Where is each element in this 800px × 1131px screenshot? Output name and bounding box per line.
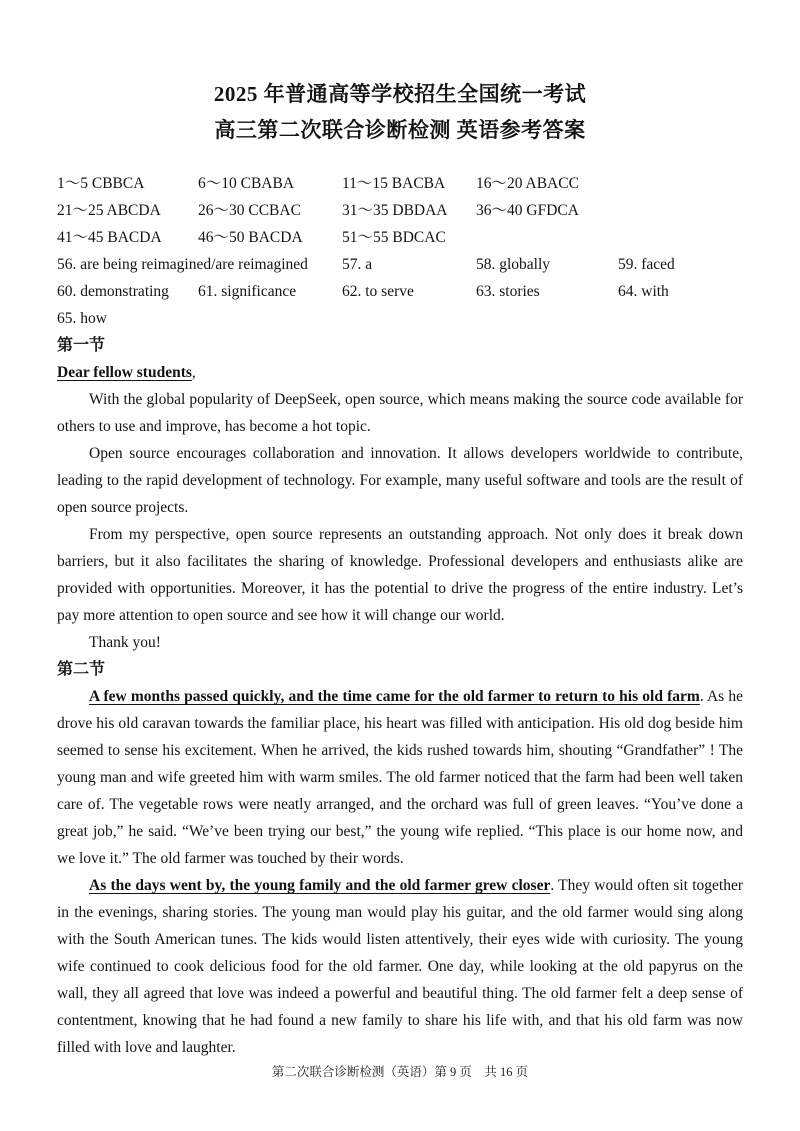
section-two-continuation: [57, 656, 743, 1061]
answer-cell: 62. to serve: [342, 283, 414, 300]
answer-cell: 41～45 BACDA: [57, 229, 162, 246]
answer-cell: 26～30 CCBAC: [198, 202, 301, 219]
answer-cell: 51～55 BDCAC: [342, 229, 446, 246]
answer-key-grid: [57, 170, 743, 332]
story-paragraph: [57, 872, 743, 1061]
answer-cell: 31～35 DBDAA: [342, 202, 448, 219]
answer-row: [57, 278, 743, 305]
section-two-heading: 第二节: [57, 661, 106, 678]
answer-cell: 57. a: [342, 256, 373, 273]
answer-row: [57, 197, 743, 224]
answer-cell: 58. globally: [476, 256, 551, 273]
answer-cell: 60. demonstrating: [57, 283, 169, 300]
salutation-comma: ,: [191, 364, 196, 381]
paragraph-text: . They would often sit together in the evenings, sharing stories. The young man would play his guitar, and the old farmer would sing along with the South American tunes. The kids would listen attentively, their eyes wide with curiosity. The young wife continued to cook delicious food for the old farmer. One day, while looking at the old papyrus on the wall, they all agreed that love was indeed a powerful and beautiful thing. The old farmer felt a deep sense of contentment, knowing that he had found a new family to share his life with, and that his old farm was now filled with love and laughter.: [57, 877, 743, 1056]
answer-cell: 6～10 CBABA: [198, 175, 295, 192]
letter-paragraph: With the global popularity of DeepSeek, open source, which means making the source code available for others to use and improve, has become a hot topic.: [57, 391, 743, 435]
section-one-writing: [57, 332, 743, 656]
answer-cell: 63. stories: [476, 283, 540, 300]
answer-cell: 59. faced: [618, 256, 675, 273]
answer-row: [57, 251, 743, 278]
page-footer: 第二次联合诊断检测（英语）第 9 页 共 16 页: [271, 1065, 529, 1079]
letter-paragraph: Open source encourages collaboration and innovation. It allows developers worldwide to contribute, leading to the rapid development of technology. For example, many useful software and tools are the result of open source projects.: [57, 445, 743, 516]
doc-title-line2: 高三第二次联合诊断检测 英语参考答案: [214, 118, 586, 142]
section-one-heading: 第一节: [57, 337, 106, 354]
answer-cell: 56. are being reimagined/are reimagined: [57, 256, 308, 273]
answer-cell: 61. significance: [198, 283, 297, 300]
answer-row: [57, 305, 743, 332]
lead-sentence: A few months passed quickly, and the time came for the old farmer to return to his old farm: [89, 688, 700, 705]
answer-cell: 64. with: [618, 283, 669, 300]
letter-salutation: [57, 359, 743, 386]
lead-sentence: As the days went by, the young family and the old farmer grew closer: [89, 877, 551, 894]
letter-closing: Thank you!: [89, 634, 161, 651]
letter-paragraph: From my perspective, open source represents an outstanding approach. Not only does it break down barriers, but it also facilitates the sharing of knowledge. Professional developers and enthusiasts alike are provided with opportunities. Moreover, it has the potential to drive the progress of the entire industry. Let’s pay more attention to open source and see how it will change our world.: [57, 526, 743, 624]
answer-cell: 16～20 ABACC: [476, 175, 579, 192]
answer-cell: 46～50 BACDA: [198, 229, 303, 246]
doc-title-line1: 2025 年普通高等学校招生全国统一考试: [213, 82, 587, 106]
story-paragraph: [57, 683, 743, 872]
answer-row: [57, 224, 743, 251]
salutation-text: Dear fellow students: [57, 364, 192, 381]
answer-cell: 21～25 ABCDA: [57, 202, 161, 219]
answer-cell: 36～40 GFDCA: [476, 202, 579, 219]
answer-row: [57, 170, 743, 197]
paragraph-text: . As he drove his old caravan towards the familiar place, his heart was filled with anticipation. His old dog beside him seemed to sense his excitement. When he arrived, the kids rushed towards him, shouting “Grandfather” ! The young man and wife greeted him with warm smiles. The old farmer noticed that the farm had been well taken care of. The vegetable rows were neatly arranged, and the orchard was full of green leaves. “You’ve done a great job,” he said. “We’ve been trying our best,” the young wife replied. “This place is our home now, and we love it.” The old farmer was touched by their words.: [57, 688, 743, 867]
answer-cell: 11～15 BACBA: [342, 175, 446, 192]
answer-cell: 65. how: [57, 310, 107, 327]
answer-cell: 1～5 CBBCA: [57, 175, 145, 192]
